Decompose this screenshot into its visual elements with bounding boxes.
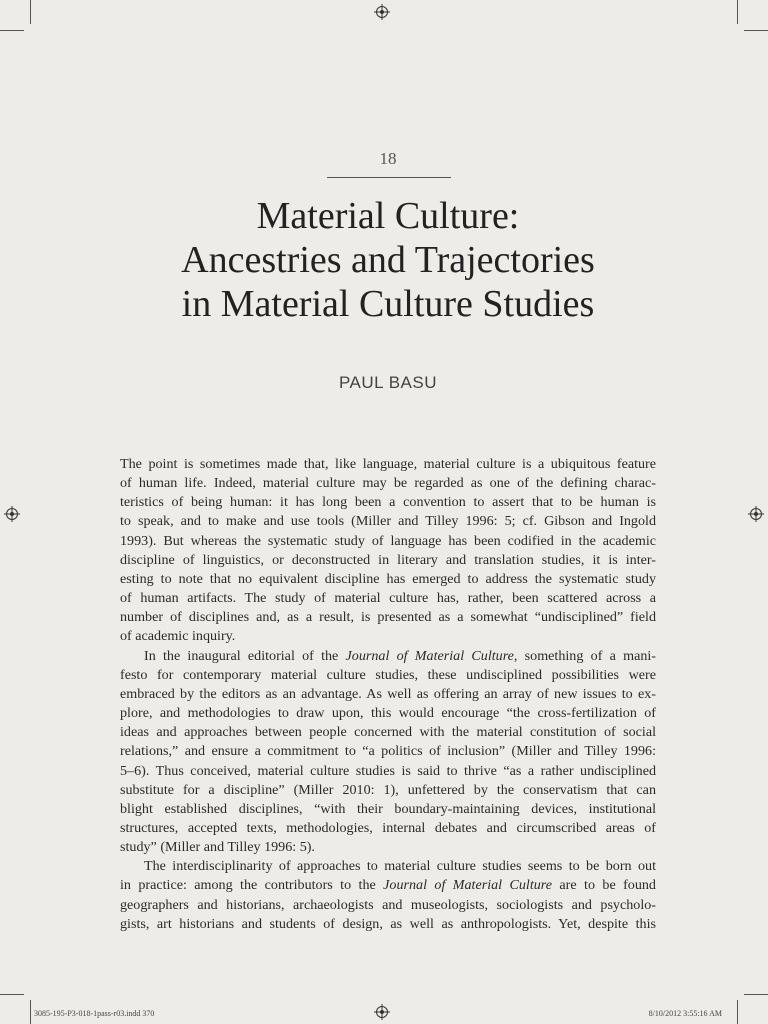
body-line: 5–6). Thus conceived, material culture studies is said to thrive “as a rather undisciplined: [120, 762, 656, 779]
footer-slug-timestamp: 8/10/2012 3:55:16 AM: [648, 1009, 722, 1018]
body-line: festo for contemporary material culture studies, these undisciplined possibilities were: [120, 666, 656, 683]
body-line: teristics of being human: it has long been a convention to assert that to be human is: [120, 494, 656, 511]
body-line: [120, 876, 656, 895]
footer-slug-filename: 3085-195-P3-018-1pass-r03.indd 370: [34, 1009, 155, 1018]
chapter-title-line: Material Culture:: [256, 195, 520, 237]
chapter-number: 18: [379, 149, 397, 168]
journal-title: Journal of Material Culture: [383, 877, 553, 894]
chapter-rule: [327, 177, 451, 178]
registration-mark-icon: [748, 506, 764, 522]
body-line: of human life. Indeed, material culture may be regarded as one of the defining charac-: [120, 475, 656, 492]
crop-mark: [30, 0, 31, 24]
chapter-title-line: in Material Culture Studies: [181, 283, 595, 325]
body-text: [120, 455, 656, 934]
body-line: relations,” and ensure a commitment to “a politics of inclusion” (Miller and Tilley 1996:: [120, 743, 656, 760]
crop-mark: [737, 0, 738, 24]
body-line: geographers and historians, archaeologists and museologists, sociologists and psycholo-: [120, 896, 656, 913]
author-name: PAUL BASU: [338, 373, 438, 392]
body-line: blight established disciplines, “with their boundary-maintaining devices, institutional: [120, 800, 656, 817]
body-line: substitute for a discipline” (Miller 2010: 1), unfettered by the conservatism that can: [120, 781, 656, 798]
chapter-title: [0, 194, 768, 326]
registration-mark-icon: [374, 4, 390, 20]
body-line: 1993). But whereas the systematic study of language has been codified in the academic: [120, 532, 656, 549]
body-line: number of disciplines and, as a result, is presented as a somewhat “undisciplined” field: [120, 609, 656, 626]
chapter-title-line: Ancestries and Trajectories: [181, 239, 595, 281]
body-line: [120, 647, 656, 666]
body-line: The interdisciplinarity of approaches to material culture studies seems to be born out: [144, 858, 656, 875]
registration-mark-icon: [4, 506, 20, 522]
crop-mark: [30, 1000, 31, 1024]
body-line: to speak, and to make and use tools (Miller and Tilley 1996: 5; cf. Gibson and Ingold: [120, 513, 656, 530]
body-text-run: , something of a mani-: [513, 647, 656, 664]
crop-mark: [0, 994, 24, 995]
crop-mark: [737, 1000, 738, 1024]
body-line: study” (Miller and Tilley 1996: 5).: [120, 839, 315, 856]
body-line: The point is sometimes made that, like language, material culture is a ubiquitous feature: [120, 456, 656, 472]
body-line: structures, accepted texts, methodologies, internal debates and circumscribed areas of: [120, 819, 656, 836]
body-line: of academic inquiry.: [120, 628, 236, 645]
body-line: gists, art historians and students of design, as well as anthropologists. Yet, despite this: [120, 915, 656, 932]
body-line: esting to note that no equivalent discipline has emerged to address the systematic study: [120, 570, 656, 587]
journal-title: Journal of Material Culture: [345, 647, 514, 664]
body-line: ideas and approaches between people concerned with the material constitution of social: [120, 724, 656, 741]
crop-mark: [744, 994, 768, 995]
body-text-run: in practice: among the contributors to the: [120, 877, 384, 894]
registration-mark-icon: [374, 1004, 390, 1020]
body-text-run: are to be found: [552, 877, 656, 894]
body-line: embraced by the editors as an advantage. As well as offering an array of new issues to ex-: [120, 685, 656, 702]
body-line: plore, and methodologies to draw upon, this would encourage “the cross-fertilization of: [120, 705, 656, 722]
body-line: discipline of linguistics, or deconstructed in literary and translation studies, it is inter-: [120, 551, 656, 568]
body-line: of human artifacts. The study of material culture has, rather, been scattered across a: [120, 590, 656, 607]
body-text-run: In the inaugural editorial of the: [144, 647, 346, 664]
crop-mark: [744, 30, 768, 31]
crop-mark: [0, 30, 24, 31]
